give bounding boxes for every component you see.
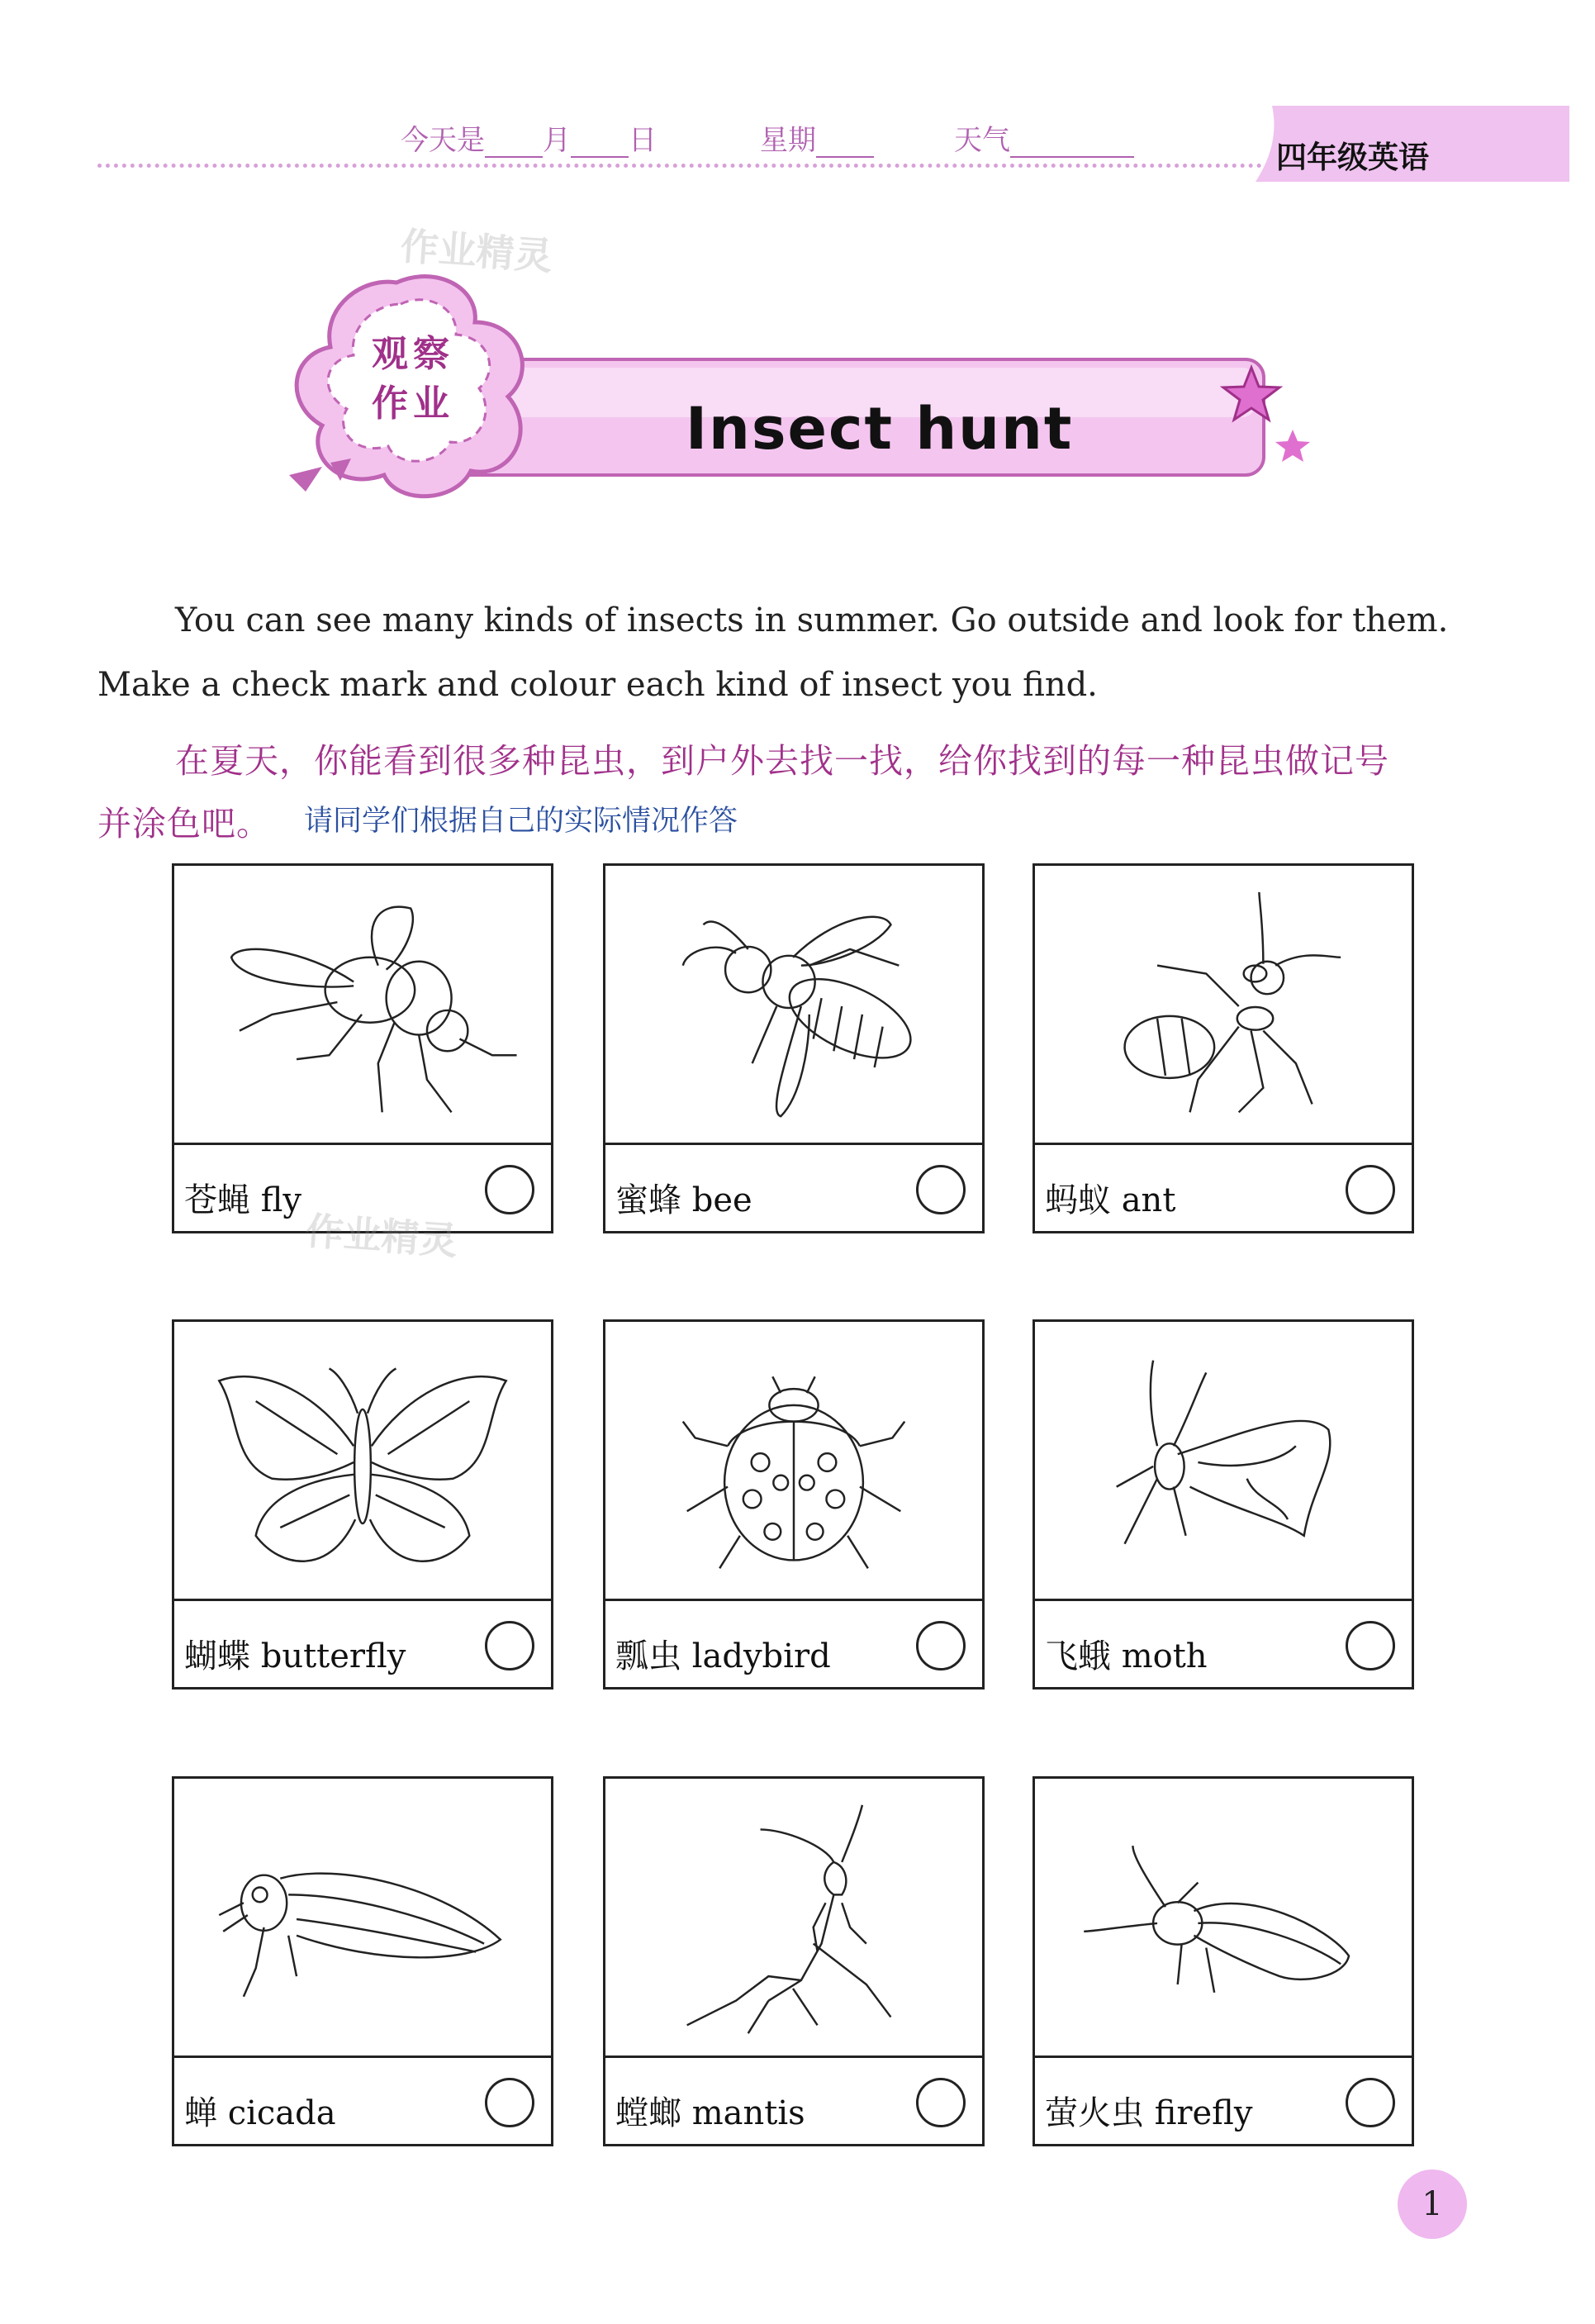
watermark-middle: 作业精灵 xyxy=(304,1208,459,1264)
insect-card-butterfly xyxy=(172,1319,553,1690)
grade-label: 四年级英语 xyxy=(1276,140,1429,175)
month-blank[interactable] xyxy=(485,156,543,158)
insect-card-ladybird xyxy=(603,1319,985,1690)
fly-icon xyxy=(174,866,551,1147)
butterfly-icon xyxy=(174,1322,551,1603)
insect-label: 蚂蚁 ant xyxy=(1045,1181,1176,1219)
instruction-en-line2: Make a check mark and colour each kind of insect you find. xyxy=(97,666,1098,704)
cicada-icon xyxy=(174,1779,551,2060)
ladybird-icon xyxy=(605,1322,982,1603)
mantis-icon xyxy=(605,1779,982,2060)
insect-card-bee xyxy=(603,863,985,1233)
insect-card-firefly xyxy=(1032,1776,1414,2146)
insect-card-ant xyxy=(1032,863,1414,1233)
watermark-top: 作业精灵 xyxy=(399,223,554,279)
ant-icon xyxy=(1035,866,1412,1147)
weekday-label: 星期 xyxy=(760,124,816,157)
check-circle[interactable] xyxy=(916,1621,966,1671)
firefly-icon xyxy=(1035,1779,1412,2060)
header-divider xyxy=(97,164,1270,168)
badge-line2: 作业 xyxy=(372,383,454,425)
month-label: 月 xyxy=(543,124,571,157)
check-circle[interactable] xyxy=(1346,1165,1395,1214)
insect-label: 蝴蝶 butterfly xyxy=(184,1637,406,1675)
answer-note: 请同学们根据自己的实际情况作答 xyxy=(304,805,738,838)
weather-field xyxy=(954,117,1134,158)
instruction-en-line1: You can see many kinds of insects in summer. Go outside and look for them. xyxy=(175,601,1449,639)
check-circle[interactable] xyxy=(485,1165,534,1214)
day-label: 日 xyxy=(629,124,657,157)
check-circle[interactable] xyxy=(485,2078,534,2127)
weather-blank[interactable] xyxy=(1010,156,1134,158)
today-label: 今天是 xyxy=(401,124,485,157)
insect-card-cicada xyxy=(172,1776,553,2146)
insect-label: 萤火虫 firefly xyxy=(1045,2094,1253,2132)
insect-card-fly xyxy=(172,863,553,1233)
check-circle[interactable] xyxy=(485,1621,534,1671)
weather-label: 天气 xyxy=(954,124,1010,157)
instruction-cn-line1: 在夏天，你能看到很多种昆虫，到户外去找一找，给你找到的每一种昆虫做记号 xyxy=(175,741,1389,781)
insect-label: 瓢虫 ladybird xyxy=(615,1637,831,1675)
insect-card-mantis xyxy=(603,1776,985,2146)
instruction-cn-line2: 并涂色吧。 xyxy=(97,804,271,844)
moth-icon xyxy=(1035,1322,1412,1603)
check-circle[interactable] xyxy=(1346,1621,1395,1671)
insect-label: 蜜蜂 bee xyxy=(615,1181,752,1219)
insect-label: 螳螂 mantis xyxy=(615,2094,805,2132)
page-title: Insect hunt xyxy=(686,395,1074,463)
insect-card-moth xyxy=(1032,1319,1414,1690)
check-circle[interactable] xyxy=(1346,2078,1395,2127)
weekday-blank[interactable] xyxy=(816,156,874,158)
insect-label: 飞蛾 moth xyxy=(1045,1637,1208,1675)
date-field xyxy=(401,117,657,158)
insect-label: 蝉 cicada xyxy=(184,2094,336,2132)
check-circle[interactable] xyxy=(916,2078,966,2127)
insect-label: 苍蝇 fly xyxy=(184,1181,301,1219)
day-blank[interactable] xyxy=(571,156,629,158)
weekday-field xyxy=(760,117,874,158)
page-number: 1 xyxy=(1398,2170,1467,2239)
bee-icon xyxy=(605,866,982,1147)
badge-line1: 观察 xyxy=(372,333,454,375)
check-circle[interactable] xyxy=(916,1165,966,1214)
